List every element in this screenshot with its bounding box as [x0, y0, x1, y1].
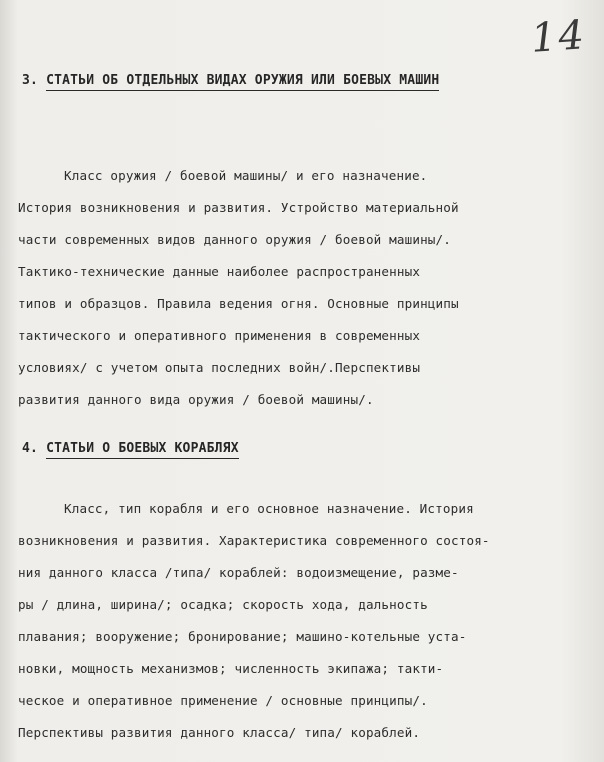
text-line: ческое и оперативное применение / основные принципы/. [18, 693, 428, 708]
text-line: новки, мощность механизмов; численность экипажа; такти- [18, 661, 444, 676]
section-3-title: СТАТЬИ ОБ ОТДЕЛЬНЫХ ВИДАХ ОРУЖИЯ ИЛИ БОЕВЫХ МАШИН [46, 73, 439, 91]
text-line: плавания; вооружение; бронирование; машино-котельные уста- [18, 629, 467, 644]
text-line: развития данного вида оружия / боевой машины/. [18, 392, 374, 407]
text-line: Класс оружия / боевой машины/ и его назначение. [64, 168, 428, 183]
section-3-heading [22, 73, 439, 88]
text-line: ры / длина, ширина/; осадка; скорость хода, дальность [18, 597, 428, 612]
text-line: тактического и оперативного применения в современных [18, 328, 421, 343]
section-4-heading [22, 441, 239, 456]
section-4-title: СТАТЬИ О БОЕВЫХ КОРАБЛЯХ [46, 441, 239, 459]
text-line: возникновения и развития. Характеристика современного состоя- [18, 533, 490, 548]
section-3-paragraph [18, 160, 598, 416]
section-4-number: 4. [22, 441, 39, 456]
text-line: ния данного класса /типа/ кораблей: водоизмещение, разме- [18, 565, 459, 580]
page-number: 14 [529, 12, 588, 62]
text-line: условиях/ с учетом опыта последних войн/.Перспективы [18, 360, 421, 375]
text-line: типов и образцов. Правила ведения огня. Основные принципы [18, 296, 459, 311]
text-line: Тактико-технические данные наиболее распространенных [18, 264, 421, 279]
section-4-paragraph [18, 493, 598, 749]
text-line: Класс, тип корабля и его основное назначение. История [64, 501, 474, 516]
section-3-number: 3. [22, 73, 39, 88]
text-line: История возникновения и развития. Устройство материальной [18, 200, 459, 215]
text-line: части современных видов данного оружия / боевой машины/. [18, 232, 451, 247]
text-line: Перспективы развития данного класса/ типа/ кораблей. [18, 725, 421, 740]
